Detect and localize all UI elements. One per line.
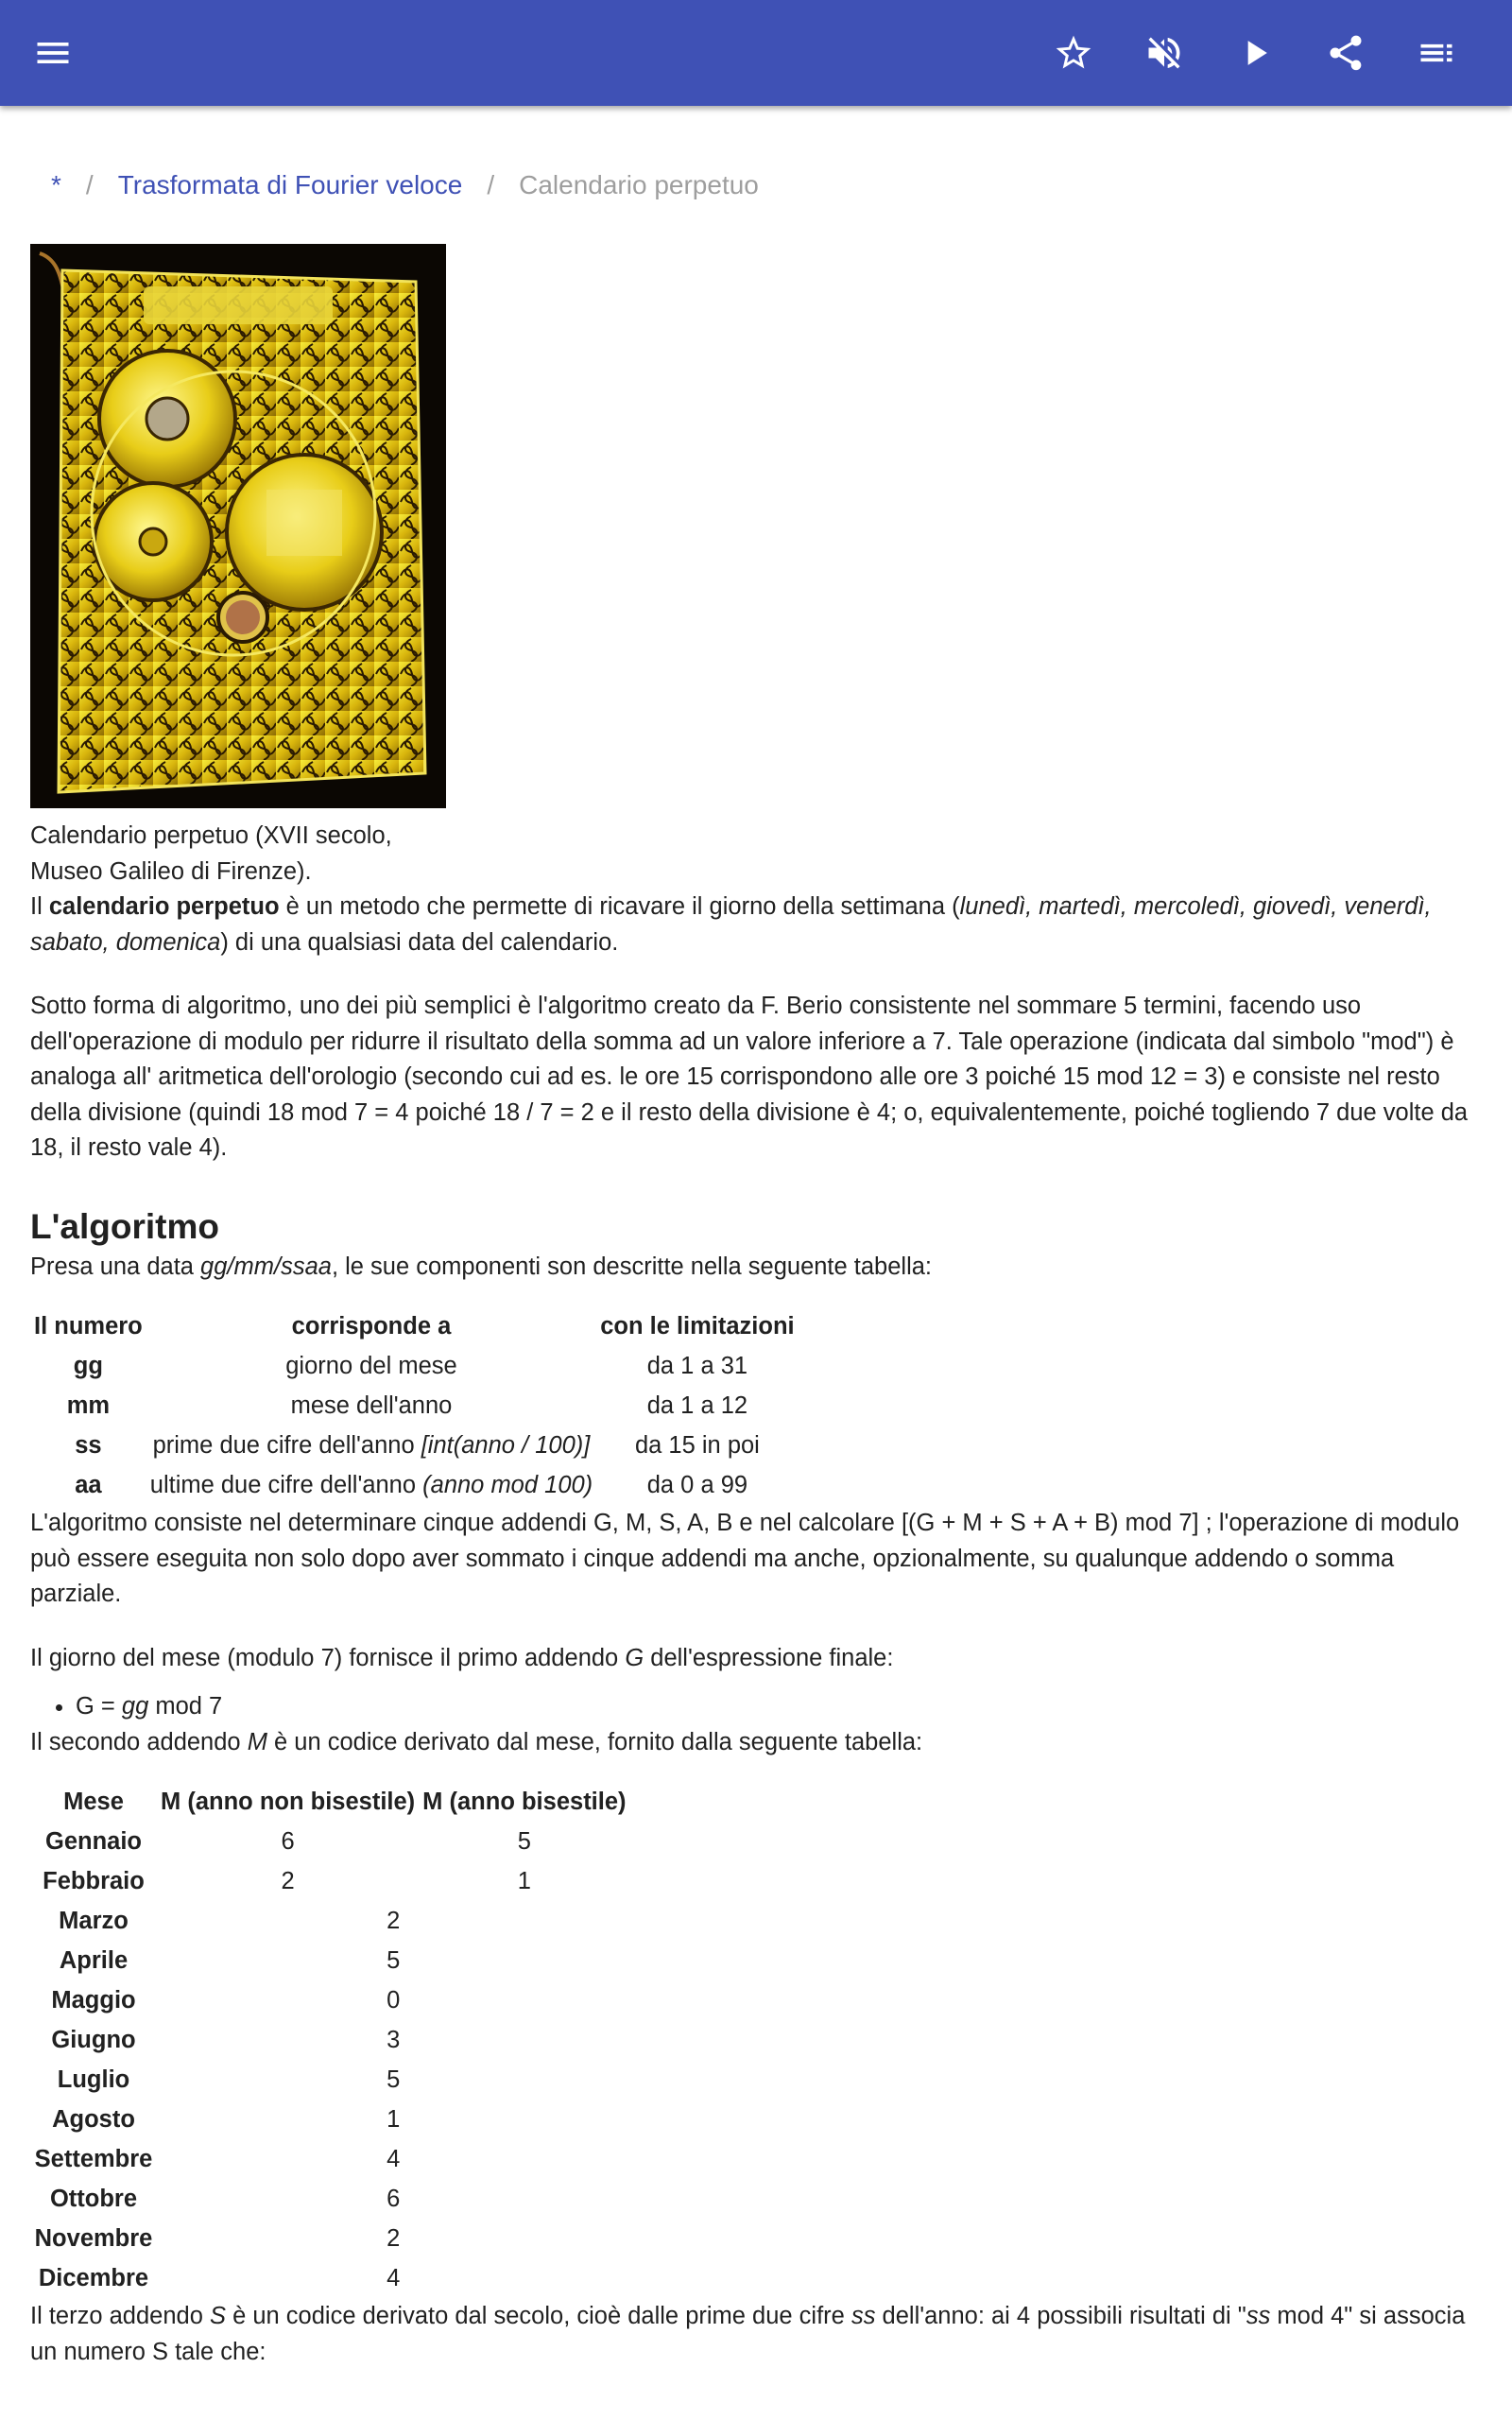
var-m: M [247, 1728, 267, 1755]
second-addend-paragraph [30, 1725, 1486, 1761]
text: ultime due cifre dell'anno [149, 1472, 423, 1499]
algorithm-paragraph: Sotto forma di algoritmo, uno dei più semplici è l'algoritmo creato da F. Berio consistente nel sommare 5 termini, facendo uso dell'operazione di modulo per ridurre il risultato della somma ad un valore inferiore a 7. Tale operazione (indicata dal simbolo "mod") è analoga all' aritmetica dell'orologio (secondo cui ad es. le ore 15 corrispondono alle ore 3 poiché 15 mod 12 = 3) e consiste nel resto della divisione (quindi 18 mod 7 = 4 poiché 18 / 7 = 2 e il resto della divisione è 4; o, equivalentemente, poiché togliendo 7 due volte da 18, il resto vale 4). [30, 993, 1469, 1161]
cell-code: 5 [387, 1947, 401, 1975]
breadcrumb-separator: / [487, 170, 495, 199]
cell-month: Luglio [57, 2066, 130, 2094]
contents-button[interactable] [1410, 26, 1463, 79]
cell-limit: da 1 a 31 [646, 1353, 748, 1380]
text: mod 7 [148, 1693, 223, 1720]
list-item [76, 1689, 1486, 1725]
table-row [30, 2180, 630, 2220]
column-header: Il numero [34, 1313, 143, 1340]
share-button[interactable] [1319, 26, 1372, 79]
date-format: gg/mm/ssaa [200, 1253, 332, 1280]
calendar-photo-image [30, 244, 446, 808]
cell-desc [146, 1466, 596, 1506]
table-row [30, 1902, 630, 1942]
cell-month: Febbraio [43, 1868, 145, 1895]
table-row [30, 2259, 630, 2299]
var-ss: ss [1246, 2303, 1271, 2329]
menu-button[interactable] [26, 26, 79, 79]
text: giorno del mese [285, 1353, 457, 1380]
cell-code: aa [75, 1472, 102, 1499]
table-row [30, 2220, 630, 2259]
column-header: Mese [63, 1789, 124, 1816]
text: Il terzo addendo [30, 2303, 210, 2329]
month-codes-table [30, 1783, 630, 2299]
cell-month: Aprile [59, 1947, 129, 1975]
text: Il giorno del mese (modulo 7) fornisce il primo addendo [30, 1644, 626, 1671]
cell-code: 2 [281, 1868, 295, 1895]
text: mod 4" si associa un numero S tale che: [30, 2303, 1466, 2365]
table-row [30, 1466, 799, 1506]
section-heading: L'algoritmo [30, 1206, 219, 1246]
column-header: corrisponde a [291, 1313, 452, 1340]
text: G = [76, 1693, 122, 1720]
cell-limit: da 0 a 99 [646, 1472, 748, 1499]
formula: (anno mod 100) [422, 1472, 593, 1499]
play-button[interactable] [1228, 26, 1281, 79]
var-g: G [625, 1644, 644, 1671]
section-intro [30, 1250, 1486, 1286]
algorithm-description: L'algoritmo consiste nel determinare cinque addendi G, M, S, A, B e nel calcolare [(G + M + S + A + B) mod 7] ; l'operazione di modulo può essere eseguita non solo dopo aver sommato i cinque addendi ma anche, opzionalmente, su qualunque addendo o somma parziale. [30, 1510, 1460, 1607]
formula-list [30, 1689, 1486, 1725]
cell-month: Maggio [51, 1987, 136, 2014]
text: , le sue componenti son descritte nella seguente tabella: [331, 1253, 933, 1280]
weekdays-italic: lunedì, martedì, mercoledì, giovedì, venerdì, sabato, domenica [30, 893, 1432, 956]
table-row [30, 1387, 799, 1426]
intro-paragraph [30, 890, 1486, 960]
cell-desc [146, 1426, 596, 1466]
table-row [30, 1426, 799, 1466]
breadcrumb-separator: / [85, 170, 94, 199]
cell-month: Novembre [34, 2225, 153, 2253]
cell-code: ss [75, 1432, 102, 1460]
table-row [30, 1942, 630, 1981]
text: ) di una qualsiasi data del calendario. [220, 928, 619, 956]
cell-desc [146, 1347, 596, 1387]
breadcrumb-current: Calendario perpetuo [519, 170, 759, 199]
cell-code: mm [66, 1392, 111, 1420]
text: prime due cifre dell'anno [152, 1432, 421, 1460]
cell-month: Giugno [51, 2027, 136, 2054]
breadcrumb-home[interactable]: * [51, 170, 61, 199]
breadcrumb [51, 170, 759, 200]
text: dell'anno: ai 4 possibili risultati di " [875, 2303, 1246, 2329]
cell-code: 5 [517, 1828, 531, 1856]
article-content [30, 819, 1486, 2370]
text: Presa una data [30, 1253, 201, 1280]
breadcrumb-parent[interactable]: Trasformata di Fourier veloce [117, 170, 463, 199]
table-row [30, 1347, 799, 1387]
bookmark-button[interactable] [1047, 26, 1100, 79]
cell-code: gg [73, 1353, 103, 1380]
cell-month: Gennaio [44, 1828, 142, 1856]
column-header: M (anno non bisestile) [161, 1789, 416, 1816]
playlist-icon [1416, 32, 1457, 74]
term-bold: calendario perpetuo [48, 893, 280, 920]
table-row [30, 2021, 630, 2061]
cell-code: 4 [387, 2265, 401, 2292]
table-row [30, 2140, 630, 2180]
var-ss: ss [850, 2303, 876, 2329]
table-row [30, 2061, 630, 2100]
cell-month: Settembre [34, 2146, 153, 2173]
text: Il [30, 893, 49, 920]
volume-off-icon [1143, 32, 1185, 74]
menu-icon [32, 32, 74, 74]
text: dell'espressione finale: [644, 1644, 894, 1671]
components-table [30, 1307, 799, 1506]
figure-caption-line-2: Museo Galileo di Firenze). [30, 857, 312, 885]
table-row [30, 1823, 630, 1862]
cell-code: 2 [387, 2225, 401, 2253]
star-outline-icon [1053, 32, 1094, 74]
cell-code: 1 [517, 1868, 531, 1895]
cell-code: 6 [281, 1828, 295, 1856]
cell-code: 6 [387, 2186, 401, 2213]
formula: [int(anno / 100)] [421, 1432, 591, 1460]
cell-code: 0 [387, 1987, 401, 2014]
third-addend-paragraph [30, 2299, 1486, 2370]
app-bar [0, 0, 1512, 106]
var-gg: gg [121, 1693, 149, 1720]
table-row [30, 2100, 630, 2140]
cell-code: 3 [387, 2027, 401, 2054]
text: è un codice derivato dal secolo, cioè dalle prime due cifre [225, 2303, 851, 2329]
table-row [30, 1862, 630, 1902]
text: è un metodo che permette di ricavare il giorno della settimana ( [279, 893, 960, 920]
cell-limit: da 15 in poi [634, 1432, 760, 1460]
cell-code: 4 [387, 2146, 401, 2173]
text: mese dell'anno [290, 1392, 453, 1420]
first-addend-paragraph [30, 1641, 1486, 1677]
text: Il secondo addendo [30, 1728, 248, 1755]
cell-month: Marzo [59, 1908, 129, 1935]
figure-caption-line-1: Calendario perpetuo (XVII secolo, [30, 822, 392, 849]
mute-button[interactable] [1138, 26, 1191, 79]
cell-limit: da 1 a 12 [646, 1392, 748, 1420]
calendar-photo[interactable] [30, 244, 446, 808]
cell-month: Ottobre [49, 2186, 138, 2213]
cell-month: Dicembre [38, 2265, 149, 2292]
cell-desc [146, 1387, 596, 1426]
column-header: con le limitazioni [600, 1313, 795, 1340]
text: è un codice derivato dal mese, fornito dalla seguente tabella: [266, 1728, 923, 1755]
cell-month: Agosto [52, 2106, 135, 2134]
cell-code: 1 [387, 2106, 401, 2134]
cell-code: 5 [387, 2066, 401, 2094]
table-row [30, 1981, 630, 2021]
column-header: M (anno bisestile) [422, 1789, 627, 1816]
var-s: S [209, 2303, 226, 2329]
play-icon [1234, 32, 1276, 74]
share-icon [1325, 32, 1366, 74]
cell-code: 2 [387, 1908, 401, 1935]
